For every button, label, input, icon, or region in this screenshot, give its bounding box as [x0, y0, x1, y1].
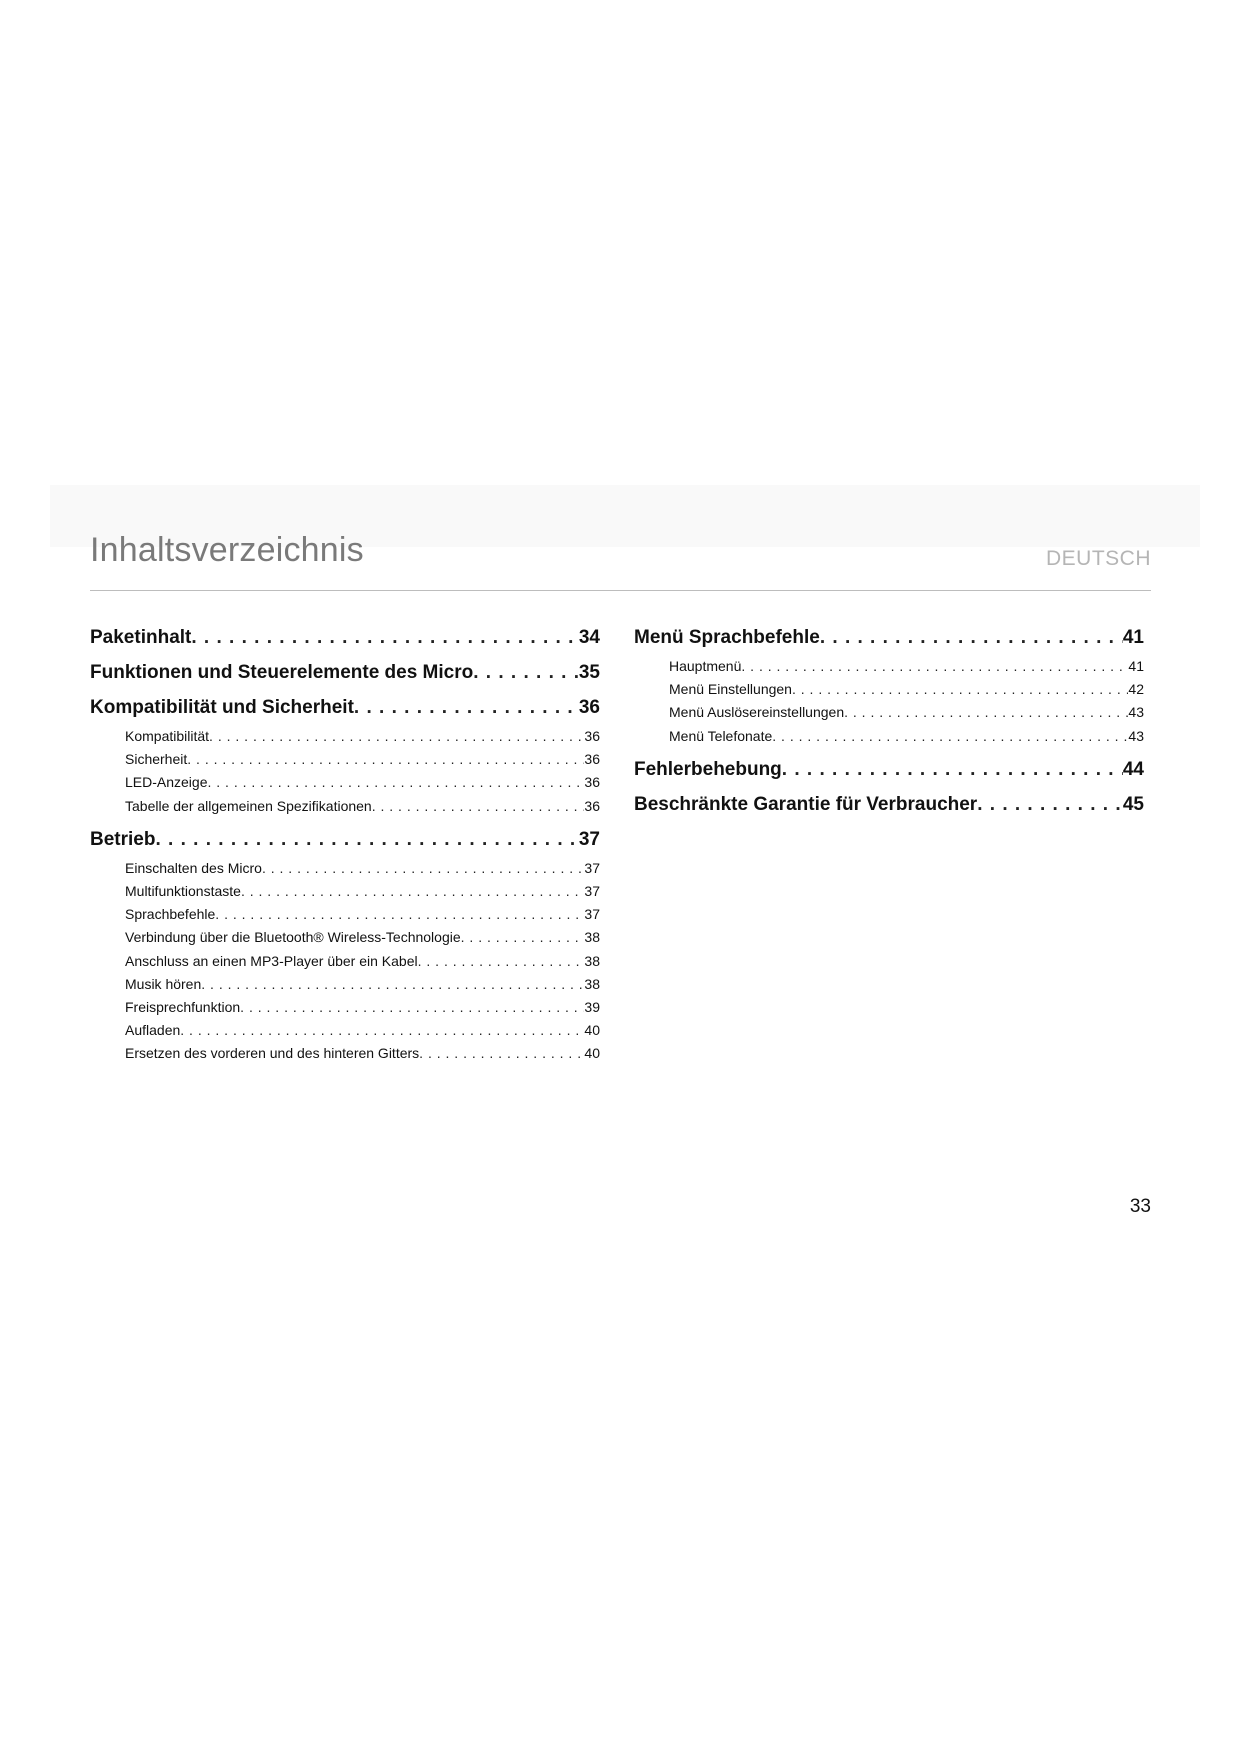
toc-entry-page: 36: [584, 751, 600, 768]
toc-dot-leader: [240, 996, 584, 1019]
toc-entry-page: 36: [584, 797, 600, 814]
toc-entry-page: 38: [584, 975, 600, 992]
toc-section-entry[interactable]: [90, 655, 600, 690]
toc-entry-title: Anschluss an einen MP3-Player über ein Kabel: [125, 952, 418, 969]
toc-entry-page: 43: [1128, 727, 1144, 744]
language-label: DEUTSCH: [1045, 547, 1151, 570]
toc-subsection-entry[interactable]: [90, 926, 600, 949]
toc-dot-leader: [208, 771, 585, 794]
toc-entry-title: Kompatibilität und Sicherheit: [90, 697, 354, 718]
toc-entry-page: 41: [1128, 658, 1144, 674]
toc-dot-leader: [187, 748, 584, 771]
toc-subsection-entry[interactable]: [90, 795, 600, 818]
toc-entry-title: Sicherheit: [125, 751, 188, 768]
toc-entry-title: Musik hören: [125, 975, 202, 992]
toc-subsection-entry[interactable]: [634, 701, 1144, 724]
toc-entry-page: 40: [584, 1022, 600, 1039]
toc-entry-page: 44: [1122, 758, 1144, 780]
toc-section-entry[interactable]: [90, 822, 600, 857]
toc-dot-leader: [262, 857, 584, 880]
page-title: Inhaltsverzeichnis: [90, 531, 364, 569]
toc-entry-page: 41: [1122, 627, 1144, 648]
toc-entry-title: Menü Einstellungen: [669, 681, 792, 698]
toc-subsection-entry[interactable]: [90, 880, 600, 903]
toc-entry-page: 42: [1128, 681, 1144, 698]
toc-entry-title: Menü Telefonate: [669, 727, 773, 744]
toc-dot-leader: [180, 1019, 584, 1042]
toc-dot-leader: [418, 950, 585, 973]
toc-dot-leader: [354, 690, 579, 725]
toc-dot-leader: [772, 725, 1128, 748]
toc-dot-leader: [844, 701, 1128, 724]
toc-dot-leader: [201, 973, 584, 996]
toc-dot-leader: [741, 655, 1128, 678]
toc-subsection-entry[interactable]: [90, 725, 600, 748]
toc-dot-leader: [215, 903, 584, 926]
toc-entry-page: 38: [584, 952, 600, 969]
toc-entry-title: Sprachbefehle: [125, 906, 216, 923]
toc-dot-leader: [191, 620, 578, 655]
toc-subsection-entry[interactable]: [90, 973, 600, 996]
toc-subsection-entry[interactable]: [634, 725, 1144, 748]
toc-dot-leader: [792, 678, 1128, 701]
toc-entry-title: Ersetzen des vorderen und des hinteren Gitters: [125, 1045, 420, 1062]
toc-entry-page: 36: [584, 774, 600, 791]
toc-left-column: [90, 620, 600, 1065]
toc-entry-title: Beschränkte Garantie für Verbraucher: [634, 793, 978, 815]
toc-entry-page: 36: [578, 697, 600, 718]
toc-entry-page: 37: [584, 906, 600, 923]
toc-subsection-entry[interactable]: [90, 1042, 600, 1065]
toc-dot-leader: [820, 620, 1123, 655]
toc-entry-title: Freisprechfunktion: [125, 998, 241, 1015]
toc-entry-title: Einschalten des Micro: [125, 859, 262, 876]
toc-entry-title: Tabelle der allgemeinen Spezifikationen: [125, 797, 372, 814]
toc-subsection-entry[interactable]: [90, 903, 600, 926]
toc-entry-title: LED-Anzeige: [125, 774, 208, 791]
toc-dot-leader: [209, 725, 584, 748]
toc-entry-title: Betrieb: [90, 828, 156, 850]
toc-entry-title: Kompatibilität: [125, 728, 210, 744]
toc-dot-leader: [977, 787, 1123, 822]
toc-subsection-entry[interactable]: [634, 678, 1144, 701]
toc-entry-title: Aufladen: [125, 1022, 181, 1039]
toc-entry-title: Menü Auslösereinstellungen: [669, 704, 845, 721]
toc-dot-leader: [155, 822, 578, 857]
toc-entry-title: Hauptmenü: [669, 658, 742, 674]
toc-entry-page: 39: [584, 998, 600, 1015]
toc-entry-title: Paketinhalt: [90, 627, 192, 648]
toc-entry-title: Funktionen und Steuerelemente des Micro: [90, 662, 474, 683]
toc-subsection-entry[interactable]: [90, 857, 600, 880]
toc-entry-title: Menü Sprachbefehle: [634, 627, 820, 648]
toc-dot-leader: [372, 795, 585, 818]
toc-dot-leader: [473, 655, 579, 690]
toc-entry-page: 36: [584, 728, 600, 744]
toc-subsection-entry[interactable]: [634, 655, 1144, 678]
toc-entry-title: Multifunktionstaste: [125, 882, 241, 899]
toc-dot-leader: [461, 926, 585, 949]
toc-subsection-entry[interactable]: [90, 771, 600, 794]
toc-section-entry[interactable]: [90, 620, 600, 655]
toc-entry-title: Fehlerbehebung: [634, 758, 782, 780]
toc-section-entry[interactable]: [634, 752, 1144, 787]
toc-entry-page: 43: [1128, 704, 1144, 721]
toc-dot-leader: [419, 1042, 584, 1065]
toc-subsection-entry[interactable]: [90, 950, 600, 973]
toc-entry-title: Verbindung über die Bluetooth® Wireless-Technologie: [125, 929, 461, 946]
toc-entry-page: 35: [578, 662, 600, 683]
toc-right-column: [634, 620, 1144, 822]
page-number: 33: [1129, 1196, 1151, 1217]
toc-entry-page: 34: [578, 627, 600, 648]
toc-entry-page: 38: [584, 929, 600, 946]
toc-entry-page: 37: [578, 828, 600, 850]
toc-entry-page: 40: [584, 1045, 600, 1062]
toc-dot-leader: [241, 880, 584, 903]
toc-subsection-entry[interactable]: [90, 1019, 600, 1042]
toc-entry-page: 37: [584, 859, 600, 876]
toc-section-entry[interactable]: [90, 690, 600, 725]
toc-subsection-entry[interactable]: [90, 996, 600, 1019]
header-divider: [90, 590, 1151, 591]
toc-entry-page: 37: [584, 882, 600, 899]
toc-section-entry[interactable]: [634, 787, 1144, 822]
toc-dot-leader: [782, 752, 1123, 787]
toc-subsection-entry[interactable]: [90, 748, 600, 771]
toc-section-entry[interactable]: [634, 620, 1144, 655]
toc-entry-page: 45: [1122, 793, 1144, 815]
